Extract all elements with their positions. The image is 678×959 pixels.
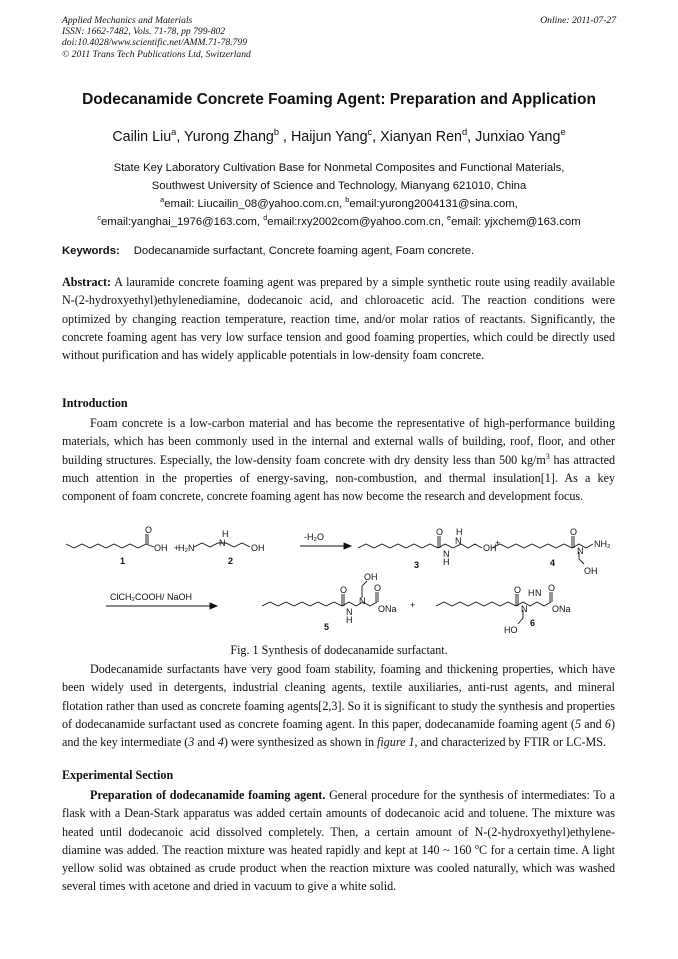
compound-number: 4 bbox=[550, 558, 556, 568]
affiliation-line: State Key Laboratory Cultivation Base for Nonmetal Composites and Functional Materials, bbox=[113, 162, 565, 174]
atom-label: O bbox=[514, 585, 522, 595]
author-sup: a bbox=[171, 127, 177, 138]
alkyl-chain bbox=[358, 544, 438, 548]
atom-label: N bbox=[455, 536, 462, 546]
atom-label: O bbox=[548, 583, 556, 593]
atom-label: O bbox=[340, 585, 348, 595]
atom-label: N bbox=[443, 549, 450, 559]
email-link[interactable]: email:yurong2004131@sina.com, bbox=[349, 198, 518, 210]
atom-label: H bbox=[443, 557, 450, 567]
copyright: © 2011 Trans Tech Publications Ltd, Switzerland bbox=[62, 48, 251, 60]
atom-label: H bbox=[528, 588, 535, 598]
atom-label: H bbox=[456, 527, 463, 537]
experimental-paragraph: Preparation of dodecanamide foaming agent. General procedure for the synthesis of intermediates: To a flask with a Dean-Stark apparatus was added certain amounts of dodecanoic acid and toluene. The mixture was heated until dodecanoic acid dissolved completely. Then, a certain amount of N-(2-hydroxyethyl)ethylene-diamine was added. The reaction mixture was heated rapidly and kept at 140 ~ 160 $^o$C for a certain time. A light yellow solid was obtained as crude product when the reaction mixture was cooled naturally, which was washed several times with acetone and dried in vacuum to give a white solid. bbox=[62, 788, 615, 894]
journal-header bbox=[62, 15, 616, 60]
atom-label: OH bbox=[251, 543, 265, 553]
affiliation-line: Southwest University of Science and Technology, Mianyang 621010, China bbox=[151, 180, 527, 192]
figure-caption: Fig. 1 Synthesis of dodecanamide surfactant. bbox=[230, 643, 448, 657]
compound-number: 6 bbox=[530, 618, 536, 628]
plus-sign: + bbox=[410, 600, 416, 610]
atom-label: O bbox=[570, 527, 578, 537]
atom-label: H bbox=[222, 529, 229, 539]
author-name: Haijun Yang bbox=[290, 129, 368, 145]
author-sup: d bbox=[462, 127, 468, 138]
keywords-text: Dodecanamide surfactant, Concrete foaming agent, Foam concrete. bbox=[133, 245, 475, 257]
subsection-label: Preparation of dodecanamide foaming agent. bbox=[90, 788, 326, 802]
body-paragraph: Dodecanamide surfactants have very good foam stability, foaming and thickening properties, which have been widely used in detergents, industrial cleaning agents, textile auxiliaries, anti-rust agents, and mineral flotation rather than used as concrete foaming agents[2,3]. So it is significant to study the synthesis and properties of dodecanamide surfactant used as concrete foaming agent. In this paper, dodecanamide foaming agent (5 and 6) and the key intermediate (3 and 4) were synthesized as shown in figure 1, and characterized by FTIR or LC-MS. bbox=[62, 662, 615, 750]
author-sup: b bbox=[273, 127, 280, 138]
reaction-scheme bbox=[62, 524, 615, 644]
abstract bbox=[62, 273, 615, 364]
email-link[interactable]: email: yjxchem@163.com bbox=[451, 216, 581, 228]
issn: ISSN: 1662-7482, Vols. 71-78, pp 799-802 bbox=[62, 26, 226, 38]
compound-number: 2 bbox=[228, 556, 234, 566]
affiliation bbox=[0, 159, 678, 231]
atom-label: ONa bbox=[552, 604, 571, 614]
author-sup: e bbox=[560, 127, 566, 138]
atom-label: O bbox=[436, 527, 444, 537]
author-name: Yurong Zhang bbox=[184, 129, 274, 145]
author-name: Junxiao Yang bbox=[475, 129, 561, 145]
atom-label: H bbox=[346, 615, 353, 625]
alkyl-chain bbox=[66, 544, 146, 548]
plus-sign: + bbox=[495, 538, 501, 548]
atom-label: O bbox=[145, 525, 153, 535]
atom-label: OH bbox=[483, 543, 497, 553]
atom-label: N bbox=[535, 588, 542, 598]
compound-number: 5 bbox=[324, 622, 330, 632]
atom-label: N bbox=[577, 546, 584, 556]
paper-title: Dodecanamide Concrete Foaming Agent: Preparation and Application bbox=[82, 91, 596, 108]
alkyl-chain bbox=[492, 544, 572, 548]
author-list: Cailin Liu$^a$, Yurong Zhang$^b$ , Haijun Yang$^c$, Xianyan Ren$^d$, Junxiao Yang$^e$ bbox=[112, 127, 566, 145]
online-date: Online: 2011-07-27 bbox=[540, 15, 616, 26]
compound-number: 3 bbox=[414, 560, 420, 570]
figure-reference[interactable]: figure 1 bbox=[377, 735, 415, 750]
atom-label: O bbox=[374, 583, 382, 593]
atom-label: OH bbox=[364, 572, 378, 582]
keywords-label: Keywords: bbox=[62, 245, 120, 257]
atom-label: N bbox=[359, 596, 366, 606]
journal-name: Applied Mechanics and Materials bbox=[62, 15, 193, 26]
email-line: $^a$email: Liucailin_08@yahoo.com.cn, $^b$email:yurong2004131@sina.com, bbox=[160, 195, 518, 210]
atom-label: N bbox=[219, 538, 226, 548]
reaction-scheme-figure bbox=[62, 524, 615, 644]
doi: doi:10.4028/www.scientific.net/AMM.71-78.799 bbox=[62, 37, 248, 49]
alkyl-chain bbox=[436, 602, 516, 606]
author-name: Cailin Liu bbox=[112, 129, 172, 145]
atom-label: H₂N bbox=[178, 543, 195, 553]
introduction-paragraph: Foam concrete is a low-carbon material and has become the representative of high-performance building materials, which has been commonly used in the internal and external walls of building, roof, floor, and other building structures. Especially, the low-density foam concrete with dry density less than 500 $kg/m^3$ has attracted much attention in the properties of energy-saving, non-combustion, and thermal insulation[1]. As a key component of foam concrete, concrete foaming agent has now become the research and development focus. bbox=[62, 416, 615, 504]
reaction-condition: ClCH₂COOH/ NaOH bbox=[110, 592, 192, 602]
reaction-condition: -H₂O bbox=[304, 532, 324, 542]
introduction-heading: Introduction bbox=[62, 396, 128, 410]
email-link[interactable]: email:yanghai_1976@163.com, bbox=[101, 216, 264, 228]
alkyl-chain bbox=[262, 602, 342, 606]
abstract-label: Abstract: bbox=[62, 275, 112, 289]
email-line: $^c$email:yanghai_1976@163.com, $^d$email:rxy2002com@yahoo.com.cn, $^e$email: yjxchem@163.com bbox=[97, 213, 581, 228]
experimental-heading: Experimental Section bbox=[62, 768, 174, 782]
abstract-text: A lauramide concrete foaming agent was prepared by a simple synthetic route using readily available N-(2-hydroxyethyl)ethylenediamine, dodecanoic acid, and chloroacetic acid. The reaction conditions were optimized by changing reaction temperature, reaction time, and/or molar ratios of reactants. Significantly, the concrete foaming agent has very low surface tension and good foaming properties, which could be directly used without purification and has widely applicable potentials in low-density foam concrete. bbox=[62, 275, 615, 363]
atom-label: HO bbox=[504, 625, 518, 635]
keywords bbox=[62, 245, 616, 257]
atom-label: ONa bbox=[378, 604, 397, 614]
email-link[interactable]: email:rxy2002com@yahoo.com.cn, bbox=[267, 216, 448, 228]
author-sup: c bbox=[367, 127, 373, 138]
plus-sign: + bbox=[174, 543, 180, 553]
author-name: Xianyan Ren bbox=[380, 129, 462, 145]
atom-label: OH bbox=[154, 543, 168, 553]
atom-label: NH₂ bbox=[594, 539, 611, 549]
compound-number: 1 bbox=[120, 556, 126, 566]
email-link[interactable]: email: Liucailin_08@yahoo.com.cn, bbox=[164, 198, 346, 210]
atom-label: N bbox=[346, 607, 353, 617]
atom-label: N bbox=[521, 604, 528, 614]
atom-label: OH bbox=[584, 566, 598, 576]
